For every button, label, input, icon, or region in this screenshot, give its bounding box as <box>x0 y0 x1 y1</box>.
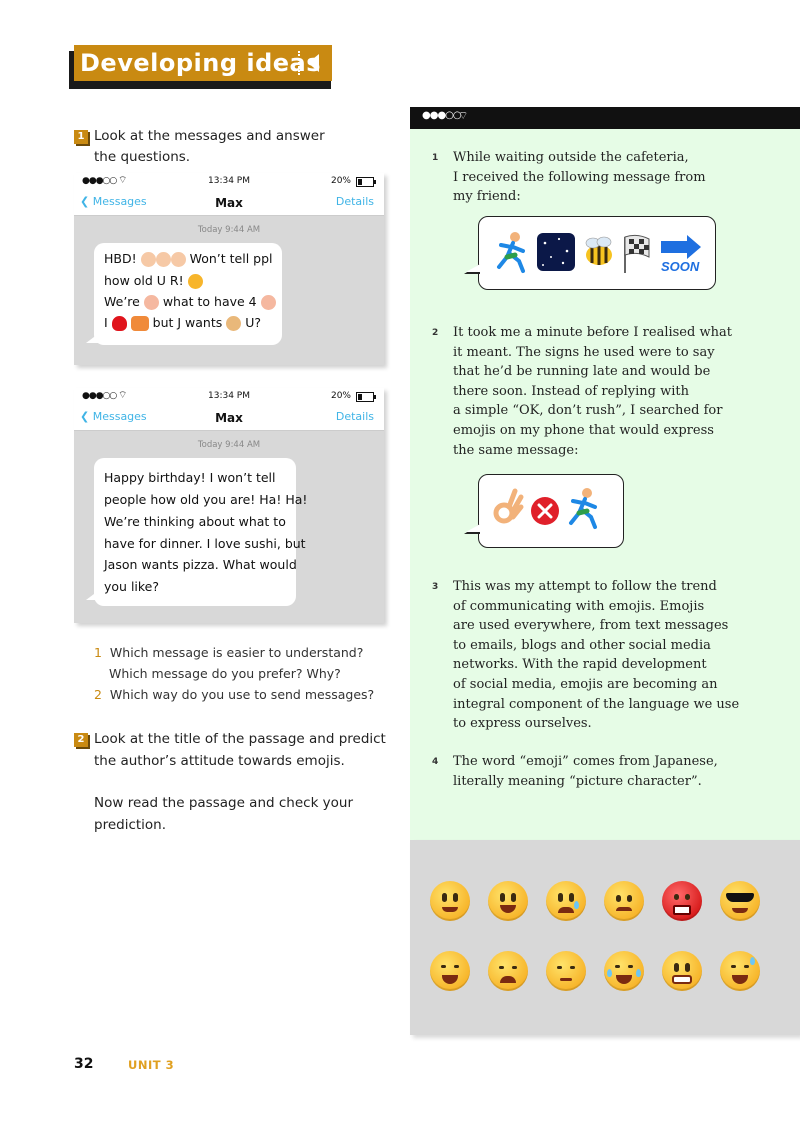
paragraph-line: This was my attempt to follow the trend <box>453 579 717 594</box>
wifi-icon: ⌔ <box>118 175 128 186</box>
happy-blush-face-icon <box>430 951 470 991</box>
emoji-message-bubble <box>478 216 716 290</box>
message-line: Jason wants pizza. What would <box>104 557 297 572</box>
unit-label: UNIT 3 <box>128 1058 175 1072</box>
activity-number-badge: 1 <box>74 130 88 144</box>
paragraph-number: 1 <box>432 153 439 163</box>
text-segment: Won’t tell ppl <box>189 251 273 266</box>
status-time: 13:34 PM <box>208 391 250 401</box>
instruction-line: Look at the title of the passage and predict <box>94 731 386 747</box>
grinning-face-icon <box>488 881 528 921</box>
paragraph-line: the same message: <box>453 442 579 458</box>
furious-face-icon <box>662 881 702 921</box>
phone-screen-abbreviated <box>74 173 384 365</box>
question-text: Which message do you prefer? Why? <box>109 666 341 681</box>
running-person-icon <box>571 488 595 527</box>
paragraph-line: there soon. Instead of replying with <box>453 383 689 399</box>
instruction-line: Now read the passage and check your <box>94 795 354 811</box>
birthday-cake-icon <box>156 252 171 267</box>
cross-mark-icon <box>531 497 559 525</box>
night-sky-icon <box>537 233 575 271</box>
question-item <box>94 684 394 705</box>
birthday-cake-icon <box>141 252 156 267</box>
smiling-face-icon <box>430 881 470 921</box>
passage-status-bar <box>410 107 800 129</box>
back-button[interactable]: ❮ Messages <box>80 410 147 423</box>
soon-label: SOON <box>661 259 700 274</box>
details-button[interactable]: Details <box>335 410 374 423</box>
battery-icon <box>356 392 374 402</box>
battery-percent: 20% <box>330 176 351 186</box>
question-item <box>94 642 394 663</box>
back-label: Messages <box>92 410 147 423</box>
question-text: Which way do you use to send messages? <box>109 687 375 702</box>
emoji-reply-sequence <box>479 475 623 547</box>
signal-icon: ●●●○○ <box>422 110 461 121</box>
instruction-line: prediction. <box>94 817 167 833</box>
message-line: have for dinner. I love sushi, but <box>104 536 306 551</box>
paragraph <box>453 148 706 207</box>
page-number: 32 <box>74 1056 94 1072</box>
paragraph-line: of communicating with emojis. Emojis <box>453 598 705 614</box>
paragraph-number: 4 <box>432 757 439 767</box>
ok-hand-icon <box>496 491 521 521</box>
crying-laughing-face-icon <box>604 951 644 991</box>
message-nav-bar <box>74 406 384 431</box>
soon-arrow-icon <box>661 235 701 259</box>
caret-left-icon[interactable] <box>308 54 319 72</box>
paragraph-line: my friend: <box>453 189 521 205</box>
paragraph-line: to emails, blogs and other social media <box>453 637 711 653</box>
back-button[interactable]: ❮ Messages <box>80 195 147 208</box>
instruction-line: Look at the messages and answer <box>94 128 325 144</box>
laughing-face-icon <box>188 274 203 289</box>
status-bar <box>74 173 384 191</box>
message-line: people how old you are! Ha! Ha! <box>104 492 308 507</box>
wifi-icon: ⌔ <box>458 109 469 122</box>
message-date: Today 9:44 AM <box>197 440 261 450</box>
message-bubble <box>94 458 308 606</box>
signal-icon: ●●●○○ <box>82 391 117 401</box>
signal-icon: ●●●○○ <box>82 176 117 186</box>
paragraph <box>453 577 739 734</box>
emoji-reply-bubble <box>478 474 624 548</box>
paragraph-line: literally meaning “picture character”. <box>453 773 702 789</box>
paragraph-line: that he’d be running late and would be <box>453 364 711 380</box>
sweat-smile-face-icon <box>720 951 760 991</box>
message-nav-bar <box>74 191 384 216</box>
text-segment: U? <box>245 315 262 330</box>
pizza-icon <box>226 316 241 331</box>
bubble-tail-fill <box>466 264 480 272</box>
angry-face-icon <box>604 881 644 921</box>
text-segment: We’re <box>104 294 140 309</box>
back-label: Messages <box>92 195 147 208</box>
grimacing-face-icon <box>662 951 702 991</box>
heart-icon <box>112 316 127 331</box>
paragraph-line: emojis on my phone that would express <box>453 422 714 438</box>
message-line: you like? <box>104 579 160 594</box>
question-list <box>94 642 394 705</box>
paragraph-line: I received the following message from <box>453 169 706 185</box>
fork-knife-face-icon <box>261 295 276 310</box>
checkered-flag-icon <box>625 235 649 273</box>
section-header <box>74 45 332 81</box>
tired-face-icon <box>488 951 528 991</box>
contact-name: Max <box>215 411 243 425</box>
thinking-face-icon <box>144 295 159 310</box>
paragraph-line: a simple “OK, don’t rush”, I searched for <box>453 403 723 419</box>
bee-icon <box>586 237 612 265</box>
sad-face-icon <box>546 881 586 921</box>
paragraph-line: are used everywhere, from text messages <box>453 618 729 634</box>
header-separator <box>298 51 300 75</box>
paragraph-line: While waiting outside the cafeteria, <box>453 150 689 165</box>
question-number: 1 <box>94 645 102 660</box>
paragraph-number: 3 <box>432 582 439 592</box>
paragraph-line: It took me a minute before I realised what <box>453 325 732 340</box>
text-segment: what to have 4 <box>162 294 257 309</box>
question-text: Which message is easier to understand? <box>109 645 364 660</box>
emoji-sequence <box>479 217 715 289</box>
paragraph <box>453 323 732 460</box>
phone-screen-full <box>74 388 384 623</box>
details-button[interactable]: Details <box>335 195 374 208</box>
message-line: We’re thinking about what to <box>104 514 286 529</box>
instruction-line: the author’s attitude towards emojis. <box>94 753 345 769</box>
contact-name: Max <box>215 196 243 210</box>
activity1-instruction <box>94 126 325 168</box>
paragraph-line: it meant. The signs he used were to say <box>453 344 715 360</box>
paragraph-line: of social media, emojis are becoming an <box>453 676 718 692</box>
status-time: 13:34 PM <box>208 176 250 186</box>
text-segment: how old U R! <box>104 273 184 288</box>
birthday-cake-icon <box>171 252 186 267</box>
activity-number-badge: 2 <box>74 733 88 747</box>
wifi-icon: ⌔ <box>118 390 128 401</box>
sunglasses-face-icon <box>720 881 760 921</box>
paragraph-line: The word “emoji” comes from Japanese, <box>453 754 718 769</box>
message-line: Happy birthday! I won’t tell <box>104 470 276 485</box>
activity2-instruction <box>94 728 386 836</box>
text-segment: HBD! <box>104 251 137 266</box>
paragraph-line: integral component of the language we use <box>453 696 740 712</box>
text-segment: I <box>104 315 108 330</box>
paragraph-line: networks. With the rapid development <box>453 657 707 673</box>
instruction-line: the questions. <box>94 149 191 165</box>
battery-percent: 20% <box>330 391 351 401</box>
running-person-icon <box>499 232 523 271</box>
message-bubble <box>94 243 282 345</box>
relieved-face-icon <box>546 951 586 991</box>
message-date: Today 9:44 AM <box>197 225 261 235</box>
status-bar <box>74 388 384 406</box>
paragraph-number: 2 <box>432 328 439 338</box>
paragraph <box>453 752 718 791</box>
bubble-tail-fill <box>466 524 480 532</box>
paragraph-line: to express ourselves. <box>453 716 592 732</box>
emoji-faces-panel <box>410 840 800 1035</box>
text-segment: but J wants <box>152 315 223 330</box>
question-number: 2 <box>94 687 102 702</box>
sushi-icon <box>131 316 149 331</box>
battery-icon <box>356 177 374 187</box>
section-title: Developing ideas <box>80 49 322 77</box>
